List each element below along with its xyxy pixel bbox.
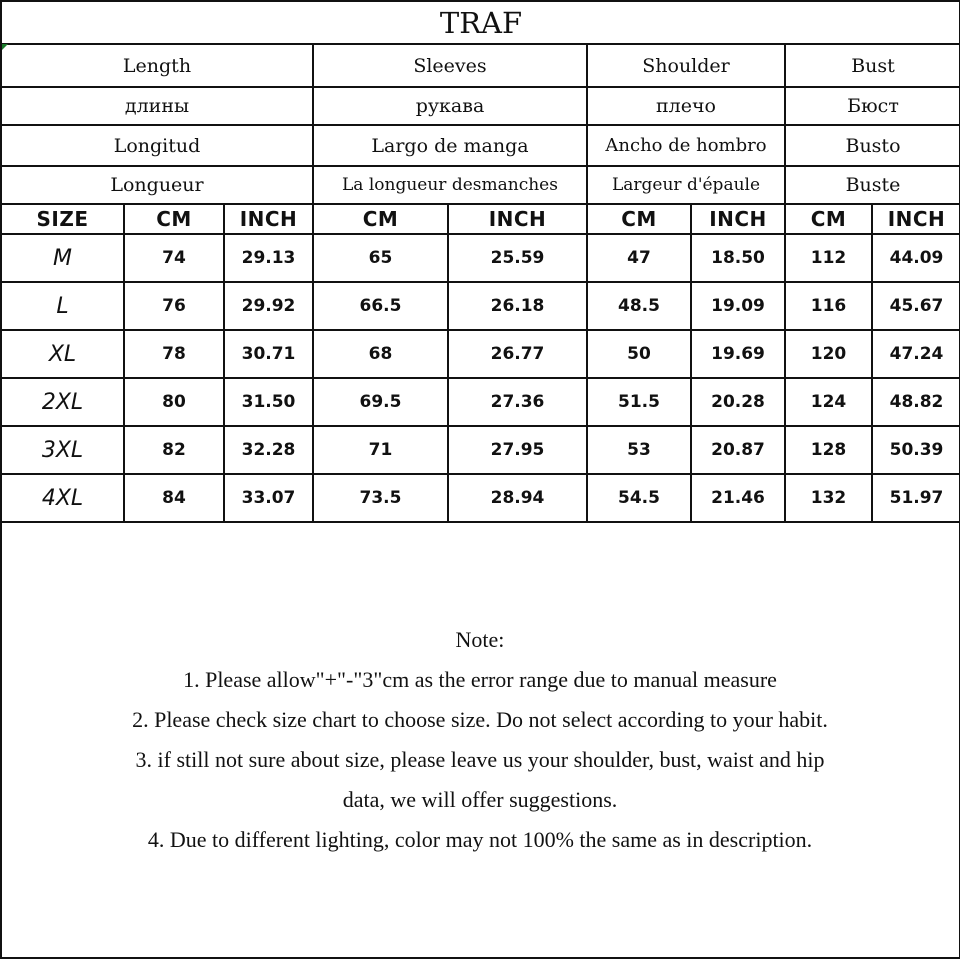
note-line: 4. Due to different lighting, color may not 100% the same as in description. xyxy=(147,827,813,852)
sleeves-inch: 27.95 xyxy=(448,426,587,474)
header-shoulder-es: Ancho de hombro xyxy=(587,125,785,166)
shoulder-cm: 47 xyxy=(587,234,691,282)
shoulder-inch-header: INCH xyxy=(691,204,785,234)
notes-heading: Note: xyxy=(455,627,505,652)
shoulder-cm: 54.5 xyxy=(587,474,691,522)
header-row-french xyxy=(1,166,960,204)
length-inch: 31.50 xyxy=(224,378,313,426)
table-row xyxy=(1,474,960,522)
shoulder-cm: 53 xyxy=(587,426,691,474)
sleeves-cm: 66.5 xyxy=(313,282,448,330)
header-bust-fr: Buste xyxy=(785,166,960,204)
header-length-es: Longitud xyxy=(1,125,313,166)
sleeves-cm: 71 xyxy=(313,426,448,474)
table-row xyxy=(1,378,960,426)
size-label: 4XL xyxy=(1,474,124,522)
bust-inch: 45.67 xyxy=(872,282,960,330)
shoulder-inch: 20.28 xyxy=(691,378,785,426)
bust-cm: 128 xyxy=(785,426,872,474)
header-sleeves-en: Sleeves xyxy=(313,44,587,87)
note-line: 3. if still not sure about size, please leave us your shoulder, bust, waist and hip xyxy=(135,747,825,772)
sleeves-cm-header: CM xyxy=(313,204,448,234)
length-inch: 30.71 xyxy=(224,330,313,378)
length-cm: 78 xyxy=(124,330,224,378)
bust-cm-header: CM xyxy=(785,204,872,234)
length-inch: 32.28 xyxy=(224,426,313,474)
table-row xyxy=(1,330,960,378)
corner-marker-icon xyxy=(2,44,8,50)
table-row xyxy=(1,282,960,330)
header-sleeves-fr: La longueur desmanches xyxy=(313,166,587,204)
length-cm: 76 xyxy=(124,282,224,330)
units-header-row xyxy=(1,204,960,234)
length-cm: 84 xyxy=(124,474,224,522)
shoulder-inch: 20.87 xyxy=(691,426,785,474)
size-label: 2XL xyxy=(1,378,124,426)
length-inch: 29.13 xyxy=(224,234,313,282)
note-line: 2. Please check size chart to choose size. Do not select according to your habit. xyxy=(132,707,828,732)
bust-inch: 50.39 xyxy=(872,426,960,474)
size-label: M xyxy=(1,234,124,282)
bust-cm: 124 xyxy=(785,378,872,426)
size-column-header: SIZE xyxy=(1,204,124,234)
shoulder-inch: 19.09 xyxy=(691,282,785,330)
shoulder-inch: 21.46 xyxy=(691,474,785,522)
sleeves-inch-header: INCH xyxy=(448,204,587,234)
shoulder-cm-header: CM xyxy=(587,204,691,234)
sleeves-cm: 68 xyxy=(313,330,448,378)
sleeves-cm: 69.5 xyxy=(313,378,448,426)
length-inch: 33.07 xyxy=(224,474,313,522)
length-inch: 29.92 xyxy=(224,282,313,330)
shoulder-cm: 51.5 xyxy=(587,378,691,426)
header-shoulder-fr: Largeur d'épaule xyxy=(587,166,785,204)
sleeves-cm: 65 xyxy=(313,234,448,282)
bust-cm: 112 xyxy=(785,234,872,282)
header-bust-en: Bust xyxy=(785,44,960,87)
length-cm-header: CM xyxy=(124,204,224,234)
bust-inch: 47.24 xyxy=(872,330,960,378)
header-row-spanish xyxy=(1,125,960,166)
header-length-fr: Longueur xyxy=(1,166,313,204)
sleeves-inch: 26.18 xyxy=(448,282,587,330)
size-label: 3XL xyxy=(1,426,124,474)
header-bust-ru: Бюст xyxy=(785,87,960,125)
sleeves-inch: 27.36 xyxy=(448,378,587,426)
shoulder-cm: 50 xyxy=(587,330,691,378)
header-sleeves-ru: рукава xyxy=(313,87,587,125)
sleeves-cm: 73.5 xyxy=(313,474,448,522)
header-length-ru: длины xyxy=(1,87,313,125)
shoulder-inch: 19.69 xyxy=(691,330,785,378)
length-cm: 80 xyxy=(124,378,224,426)
header-bust-es: Busto xyxy=(785,125,960,166)
header-row-russian xyxy=(1,87,960,125)
bust-inch: 44.09 xyxy=(872,234,960,282)
bust-inch: 48.82 xyxy=(872,378,960,426)
sleeves-inch: 28.94 xyxy=(448,474,587,522)
bust-cm: 132 xyxy=(785,474,872,522)
header-sleeves-es: Largo de manga xyxy=(313,125,587,166)
size-label: L xyxy=(1,282,124,330)
header-length-en: Length xyxy=(1,44,313,87)
sleeves-inch: 26.77 xyxy=(448,330,587,378)
note-line: 1. Please allow"+"-"3"cm as the error range due to manual measure xyxy=(183,667,777,692)
note-line: data, we will offer suggestions. xyxy=(342,787,618,812)
bust-inch-header: INCH xyxy=(872,204,960,234)
header-row-english xyxy=(1,44,960,87)
bust-cm: 116 xyxy=(785,282,872,330)
chart-title: TRAF xyxy=(1,1,960,44)
shoulder-inch: 18.50 xyxy=(691,234,785,282)
sleeves-inch: 25.59 xyxy=(448,234,587,282)
size-label: XL xyxy=(1,330,124,378)
notes-section xyxy=(0,620,960,860)
bust-cm: 120 xyxy=(785,330,872,378)
length-inch-header: INCH xyxy=(224,204,313,234)
shoulder-cm: 48.5 xyxy=(587,282,691,330)
header-shoulder-ru: плечо xyxy=(587,87,785,125)
length-cm: 74 xyxy=(124,234,224,282)
bust-inch: 51.97 xyxy=(872,474,960,522)
length-cm: 82 xyxy=(124,426,224,474)
table-row xyxy=(1,234,960,282)
table-row xyxy=(1,426,960,474)
header-shoulder-en: Shoulder xyxy=(587,44,785,87)
